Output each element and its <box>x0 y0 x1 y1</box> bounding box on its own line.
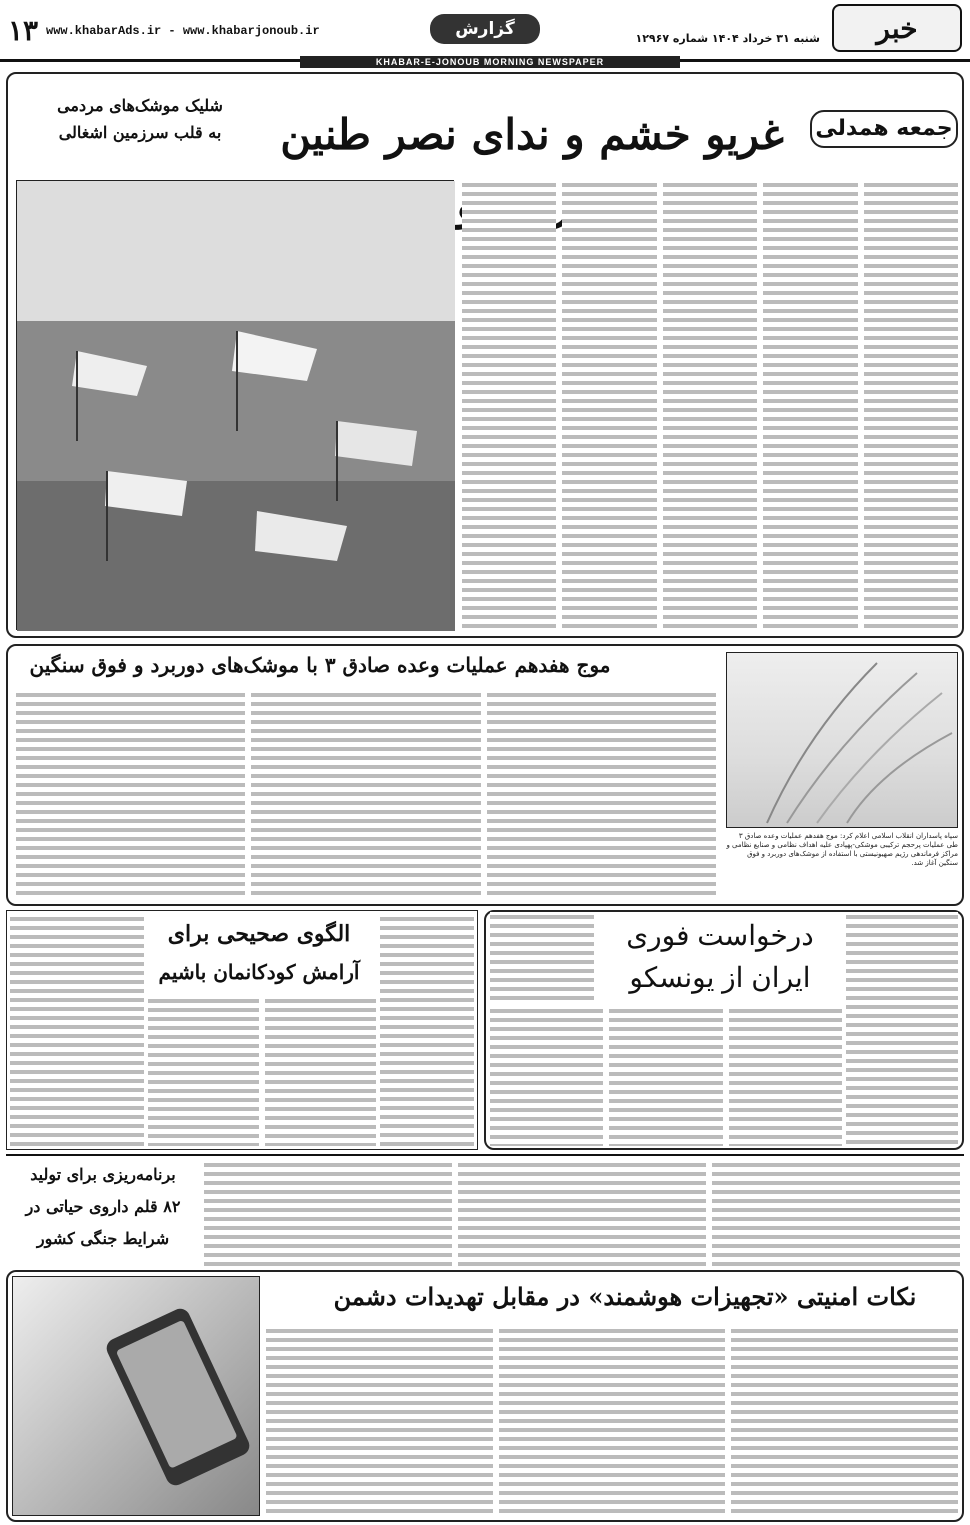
story-1-body-text <box>462 180 958 630</box>
section-label: گزارش <box>430 14 540 44</box>
story-2-headline: موج هفدهم عملیات وعده صادق ۳ با موشک‌های دوربرد و فوق سنگین <box>29 653 611 677</box>
story-6-body-text <box>266 1326 958 1516</box>
website-links[interactable]: www.khabarAds.ir - www.khabarjonoub.ir <box>46 24 320 38</box>
story-3-headline-2: ایران از یونسکو <box>629 962 811 993</box>
story-3-body-left-top <box>490 912 594 1004</box>
missile-trails-illustration <box>727 653 959 829</box>
story-5-headline-1: برنامه‌ریزی برای تولید <box>30 1165 176 1184</box>
paper-name-strip: KHABAR-E-JONOUB MORNING NEWSPAPER <box>300 56 680 68</box>
story-5-body-text <box>204 1160 960 1266</box>
crowd-flags-illustration <box>17 181 455 631</box>
rally-crowd-photo <box>16 180 454 630</box>
smartphone-hand-photo <box>12 1276 260 1516</box>
missile-launch-photo <box>726 652 958 828</box>
story-2-photo-caption: سپاه پاسداران انقلاب اسلامی اعلام کرد: موج هفدهم عملیات وعده صادق ۳ طی عملیات پرحجم ترکیبی موشکی-پهپادی علیه اهداف نظامی و صنایع نظامی و مراکز فرماندهی رژیم صهیونیستی با استفاده از موشک‌های دوربرد و فوق سنگین آغاز شد. <box>726 832 958 867</box>
phone-illustration <box>13 1277 261 1517</box>
story-5-headline-3: شرایط جنگی کشور <box>36 1229 170 1248</box>
divider-rule <box>6 1154 964 1156</box>
story-6-headline: نکات امنیتی «تجهیزات هوشمند» در مقابل تهدیدات دشمن <box>333 1282 917 1311</box>
story-1-subhead-1: شلیک موشک‌های مردمی <box>57 96 223 115</box>
newspaper-logo: خبر <box>832 4 962 52</box>
story-3-body-text <box>490 1006 842 1146</box>
story-5-headline-2: ۸۲ قلم داروی حیاتی در <box>25 1197 181 1216</box>
story-4-body-left <box>10 914 144 1146</box>
story-4-headline-2: آرامش کودکانمان باشیم <box>158 960 360 984</box>
story-4-body-text <box>148 996 376 1146</box>
page-number: ۱۳ <box>8 15 39 46</box>
masthead <box>0 0 970 67</box>
story-1-headline: غریو خشم و ندای نصر طنین <box>280 110 784 159</box>
story-1-subhead-2: به قلب سرزمین اشغالی <box>58 123 222 142</box>
story-2-body-text <box>16 690 716 898</box>
story-3-body-right <box>846 912 958 1146</box>
story-4-body-right <box>380 914 474 1146</box>
issue-date-line: شنبه ۳۱ خرداد ۱۴۰۴ شماره ۱۲۹۶۷ <box>635 32 820 45</box>
story-4-headline-1: الگوی صحیحی برای <box>167 921 351 947</box>
story-1-kicker: جمعه همدلی <box>810 110 958 148</box>
story-3-headline-1: درخواست فوری <box>626 920 814 951</box>
